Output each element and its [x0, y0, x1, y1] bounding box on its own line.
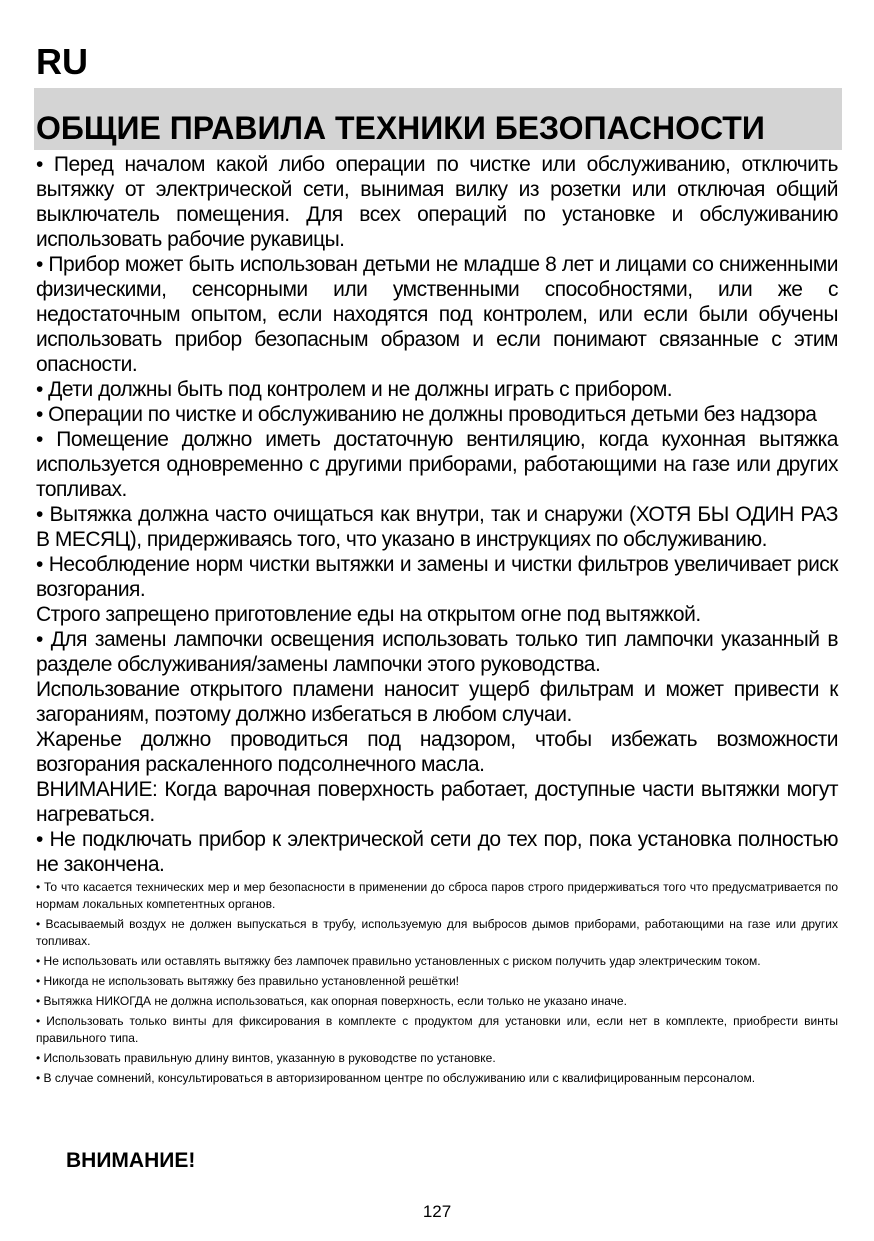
rule-paragraph: • Несоблюдение норм чистки вытяжки и замены и чистки фильтров увеличивает риск возгорания.	[36, 553, 838, 601]
warning-heading: ВНИМАНИЕ!	[66, 1149, 196, 1172]
rule-paragraph: ВНИМАНИЕ: Когда варочная поверхность работает, доступные части вытяжки могут нагреваться.	[36, 778, 838, 826]
rule-paragraph: Жаренье должно проводиться под надзором, чтобы избежать возможности возгорания раскаленного подсолнечного масла.	[36, 728, 838, 776]
note-paragraph: • Не использовать или оставлять вытяжку без лампочек правильно установленных с риском получить удар электрическим током.	[36, 954, 761, 968]
rule-paragraph: • Прибор может быть использован детьми не младше 8 лет и лицами со сниженными физическими, сенсорными или умственными способностями, или же с недостаточным опытом, если находятся под контролем, или если были обучены использовать прибор безопасным образом и если понимают связанные с этим опасности.	[36, 253, 838, 376]
note-paragraph: • Использовать правильную длину винтов, указанную в руководстве по установке.	[36, 1051, 496, 1065]
rule-paragraph: • Для замены лампочки освещения использовать только тип лампочки указанный в разделе обслуживания/замены лампочки этого руководства.	[36, 628, 838, 676]
rule-paragraph: • Вытяжка должна часто очищаться как внутри, так и снаружи (ХОТЯ БЫ ОДИН РАЗ В МЕСЯЦ), придерживаясь того, что указано в инструкциях по обслуживанию.	[36, 503, 838, 551]
rule-paragraph: • Перед началом какой либо операции по чистке или обслуживанию, отключить вытяжку от электрической сети, вынимая вилку из розетки или отключая общий выключатель помещения. Для всех операций по установке и обслуживанию использовать рабочие рукавицы.	[36, 153, 838, 251]
main-safety-rules	[36, 152, 838, 877]
rule-paragraph: • Помещение должно иметь достаточную вентиляцию, когда кухонная вытяжка используется одновременно с другими приборами, работающими на газе или других топливах.	[36, 428, 838, 501]
rule-paragraph: • Дети должны быть под контролем и не должны играть с прибором.	[36, 378, 673, 401]
rule-paragraph: Строго запрещено приготовление еды на открытом огне под вытяжкой.	[36, 603, 701, 626]
note-paragraph: • Использовать только винты для фиксирования в комплекте с продуктом для установки или, если нет в комплекте, приобрести винты правильного типа.	[36, 1014, 838, 1045]
note-paragraph: • Всасываемый воздух не должен выпускаться в трубу, используемую для выбросов дымов приборами, работающими на газе или других топливах.	[36, 917, 838, 948]
note-paragraph: • Никогда не использовать вытяжку без правильно установленной решётки!	[36, 974, 459, 988]
note-paragraph: • То что касается технических мер и мер безопасности в применении до сброса паров строго придерживаться того что предусматривается по нормам локальных компетентных органов.	[36, 880, 838, 911]
section-title: ОБЩИЕ ПРАВИЛА ТЕХНИКИ БЕЗОПАСНОСТИ	[36, 110, 765, 146]
note-paragraph: • Вытяжка НИКОГДА не должна использоваться, как опорная поверхность, если только не указано иначе.	[36, 994, 627, 1008]
additional-safety-notes	[36, 879, 838, 1090]
page-number: 127	[422, 1202, 452, 1221]
language-code: RU	[36, 41, 88, 82]
rule-paragraph: • Не подключать прибор к электрической сети до тех пор, пока установка полностью не закончена.	[36, 828, 838, 876]
rule-paragraph: Использование открытого пламени наносит ущерб фильтрам и может привести к загораниям, поэтому должно избегаться в любом случаи.	[36, 678, 838, 726]
rule-paragraph: • Операции по чистке и обслуживанию не должны проводиться детьми без надзора	[36, 403, 817, 426]
note-paragraph: • В случае сомнений, консультироваться в авторизированном центре по обслуживанию или с квалифицированным персоналом.	[36, 1071, 756, 1085]
